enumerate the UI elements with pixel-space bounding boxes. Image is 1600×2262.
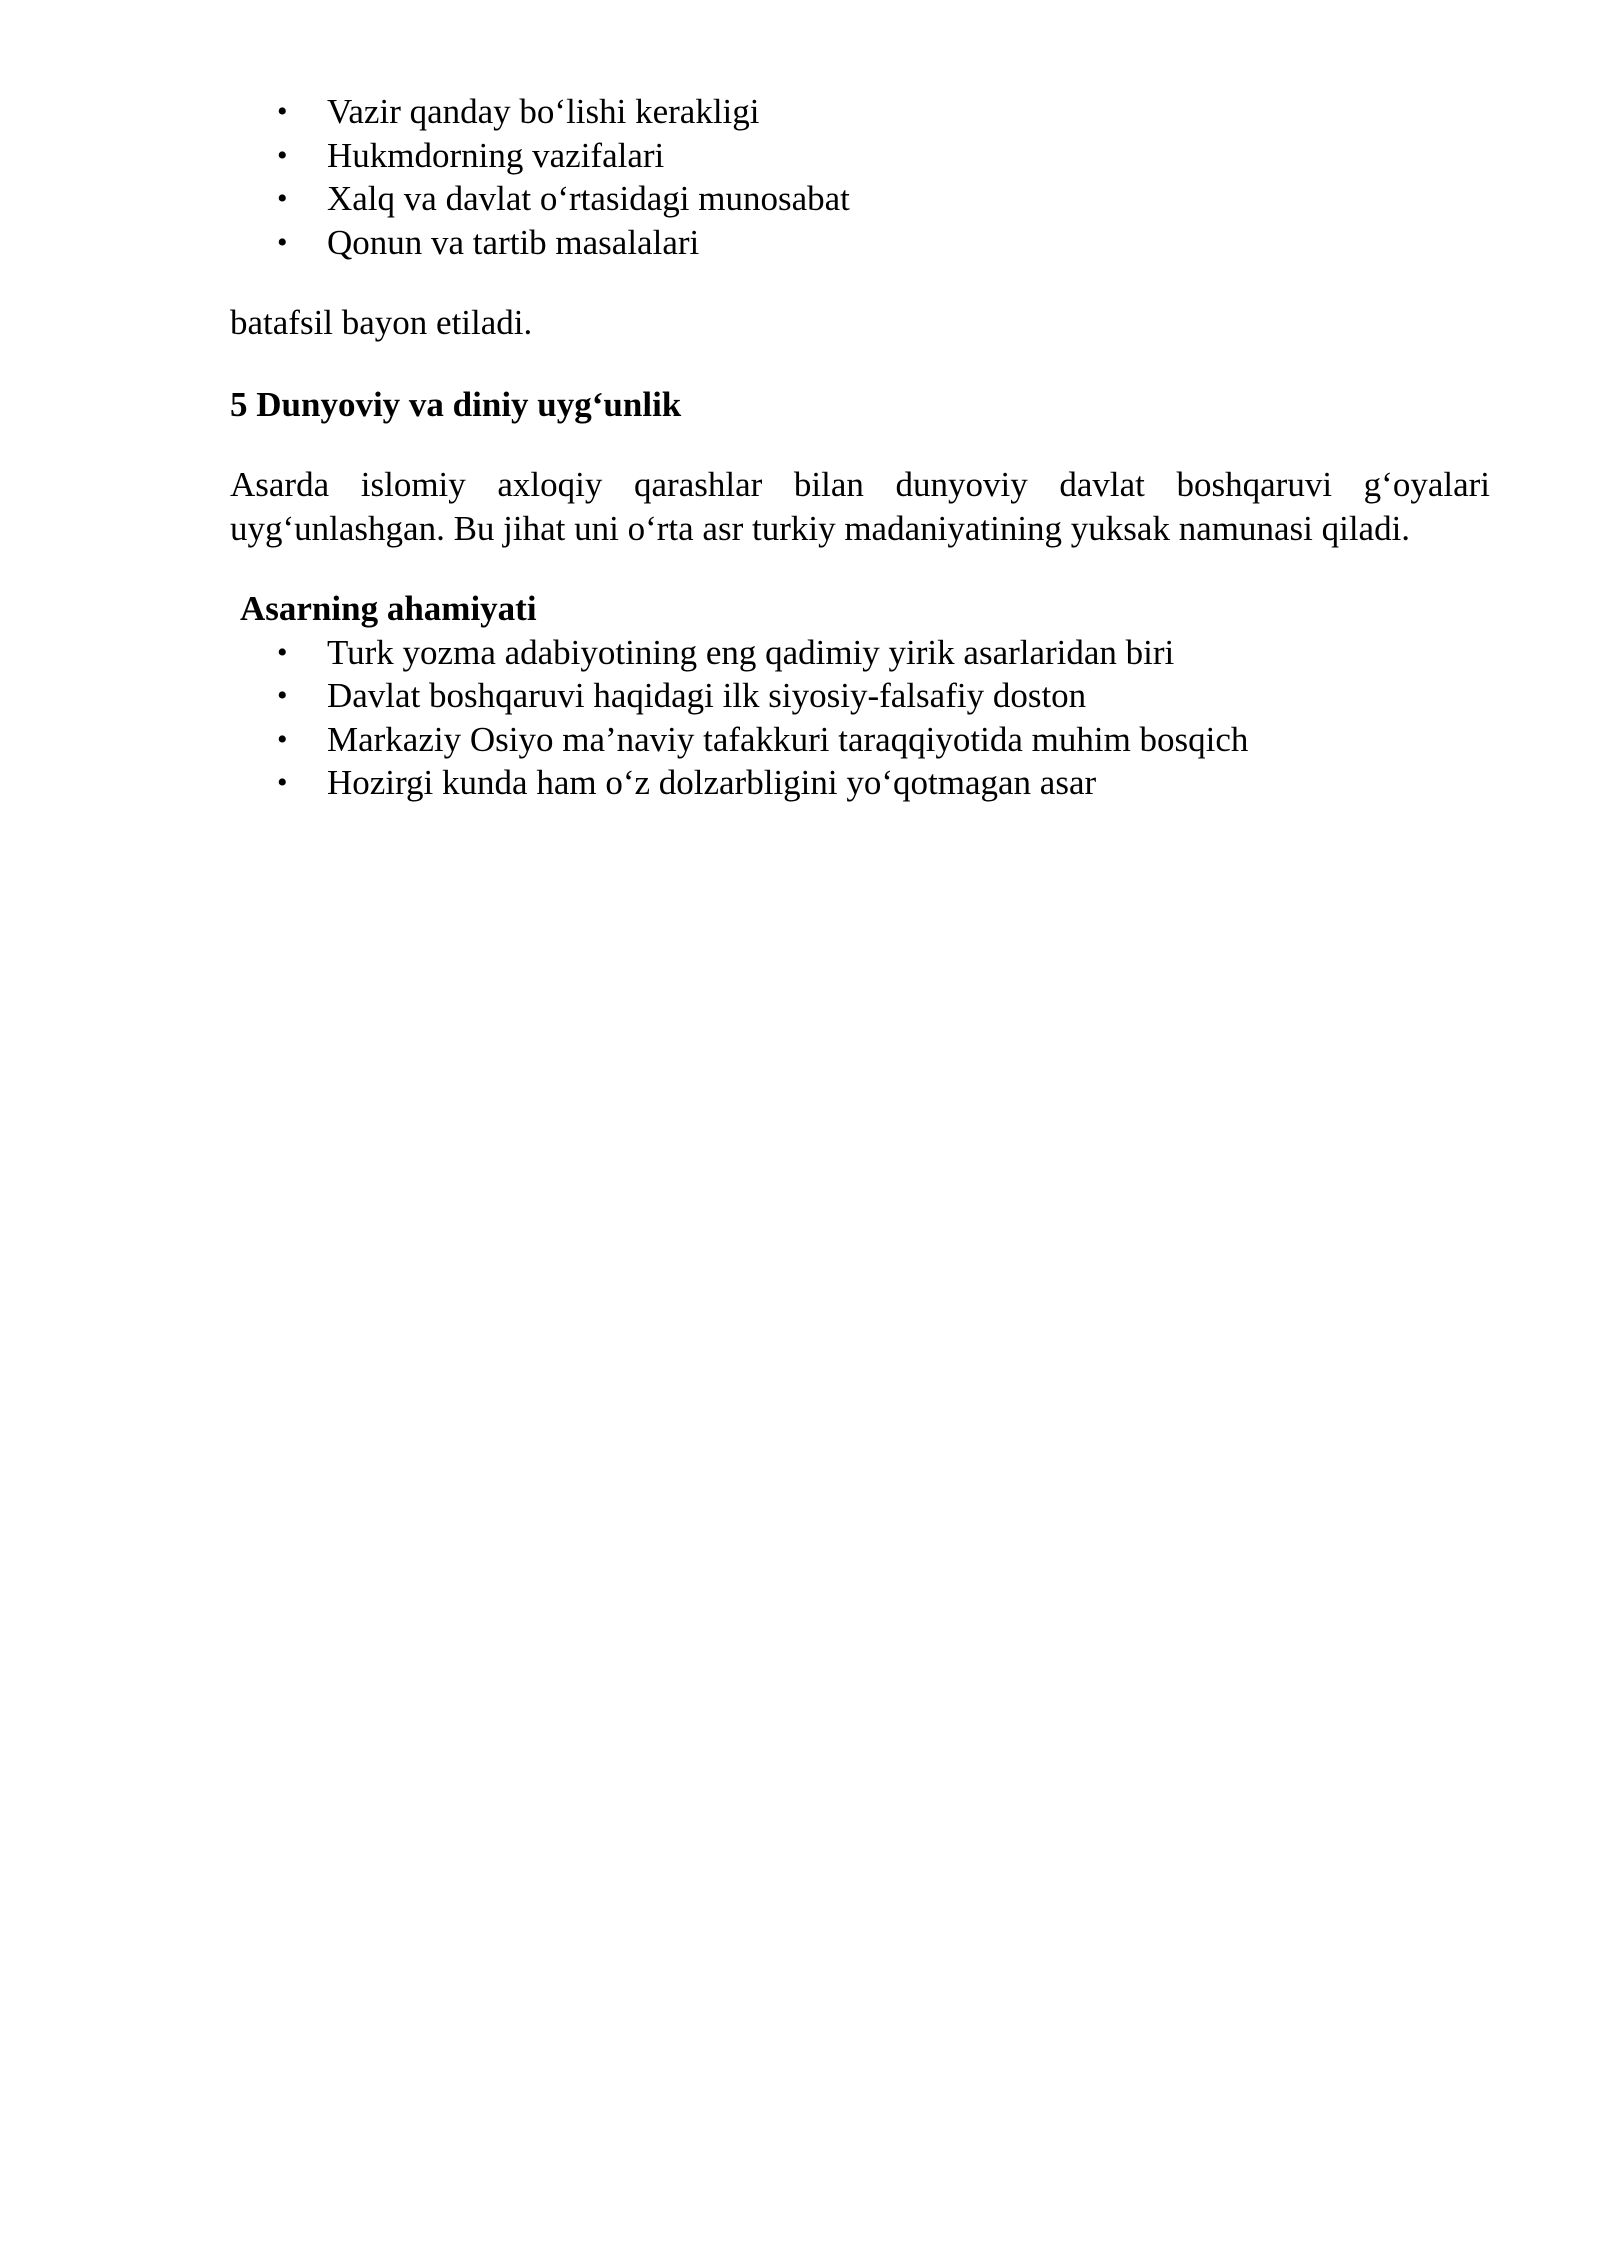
significance-heading: Asarning ahamiyati <box>240 589 537 628</box>
bullet-icon: • <box>277 138 288 172</box>
list-item-text: Davlat boshqaruvi haqidagi ilk siyosiy-falsafiy doston <box>327 676 1087 715</box>
list-item <box>230 177 1490 221</box>
list-item-text: Hukmdorning vazifalari <box>327 135 665 175</box>
bullet-icon: • <box>277 95 288 128</box>
bullet-icon: • <box>277 679 288 712</box>
bullet-icon: • <box>277 766 288 799</box>
list-item <box>230 134 1490 178</box>
list-item-text: Turk yozma adabiyotining eng qadimiy yirik asarlaridan biri <box>327 632 1175 672</box>
section-5-heading: 5 Dunyoviy va diniy uyg‘unlik <box>230 384 682 424</box>
topics-list <box>230 90 1490 264</box>
list-item-text: Qonun va tartib masalalari <box>327 222 700 262</box>
list-item-text: Vazir qanday bo‘lishi kerakligi <box>327 92 760 131</box>
list-item <box>230 221 1490 265</box>
bullet-icon: • <box>277 635 288 669</box>
significance-list <box>230 631 1490 805</box>
list-item-text: Hozirgi kunda ham o‘z dolzarbligini yo‘qotmagan asar <box>327 763 1097 802</box>
list-item <box>230 674 1490 718</box>
bullet-icon: • <box>277 182 288 215</box>
document-page <box>230 90 1490 805</box>
bullet-icon: • <box>277 722 288 756</box>
list-item <box>230 718 1490 762</box>
list-item <box>230 631 1490 675</box>
bullet-icon: • <box>277 225 288 259</box>
list-item <box>230 90 1490 134</box>
list-item <box>230 761 1490 805</box>
list-item-text: Xalq va davlat o‘rtasidagi munosabat <box>327 179 850 218</box>
section-5-paragraph: Asarda islomiy axloqiy qarashlar bilan dunyoviy davlat boshqaruvi g‘oyalari uyg‘unlashgan. Bu jihat uni o‘rta asr turkiy madaniyatining yuksak namunasi qiladi. <box>230 465 1490 548</box>
list-item-text: Markaziy Osiyo ma’naviy tafakkuri taraqqiyotida muhim bosqich <box>327 719 1249 759</box>
list-conclusion-text: batafsil bayon etiladi. <box>230 303 533 342</box>
